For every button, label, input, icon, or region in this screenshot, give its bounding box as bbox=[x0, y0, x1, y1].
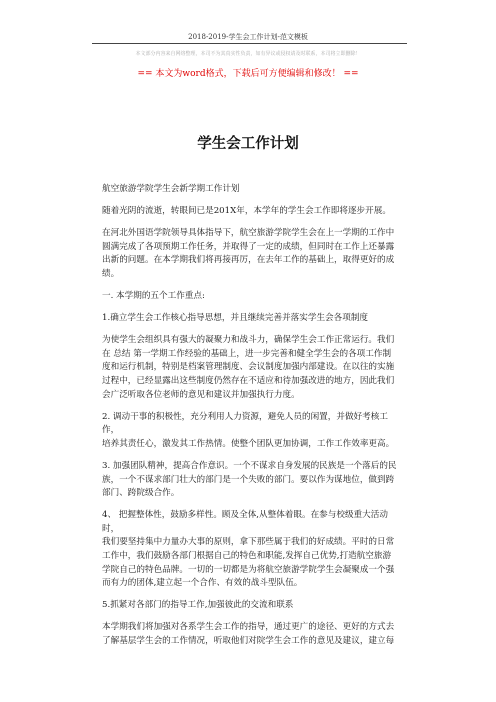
page-header-title: 2018-2019-学生会工作计划-范文模板 bbox=[188, 33, 308, 41]
header-divider bbox=[92, 43, 407, 44]
paragraph: 本学期我们将加强对各系学生会工作的指导，通过更广的途径、更好的方式去 了解基层学生会的工作情况，听取他们对院学生会工作的意见及建议，建立每 bbox=[102, 622, 395, 647]
paragraph: 3. 加强团队精神，提高合作意识。一个不谋求自身发展的民族是一个落后的民 族，一个不谋求部门壮大的部门是一个失败的部门。要以作为谋地位，做到跨 部门、跨院级合作。 bbox=[102, 461, 397, 499]
paragraph: 2. 调动干事的积极性，充分利用人力资源，避免人员的闲置，并做好考核工作， 培养其责任心，激发其工作热情。使整个团队更加协调，工作工作效率更高。 bbox=[102, 411, 395, 449]
document-title: 学生会工作计划 bbox=[197, 135, 299, 152]
document-body bbox=[102, 183, 404, 657]
paragraph-heading: 航空旅游学院学生会新学期工作计划 bbox=[102, 184, 240, 194]
item-heading: 5.抓紧对各部门的指导工作,加强彼此的交流和联系 bbox=[102, 600, 294, 611]
copyright-disclaimer: 本文部分内容来自网络整理，本司不为其真实性负责，如有异议或侵权请及时联系，本司将立即删除！ bbox=[135, 51, 361, 57]
paragraph: 为使学生会组织具有强大的凝聚力和战斗力，确保学生会工作正常运行。我们 在 总结 第一学期工作经验的基础上，进一步完善和健全学生会的各项工作制 度和运行机制，特别是档案管理制度、会议制度加强内部建设。在以往的实施 过程中，已经显露出这些制度仍然存在不适应和待加强改进的地方，因此我们 会广泛听取各位老师的意见和建议并加强执行力度。 bbox=[102, 335, 395, 400]
paragraph: 4、 把握整体性，鼓励多样性。顾及全体,从整体着眼。在参与校级重大活动时， 我们要坚持集中力量办大事的原则，拿下那些属于我们的好成绩。平时的日常 工作中，我们鼓励各部门根据自己的特色和职能,发挥自己优势,打造航空旅游 学院自己的特色品牌。一切的一切都是为将航空旅游学院学生会凝聚成一个强 而有力的团体,建立起一个合作、有效的战斗型队伍。 bbox=[102, 510, 395, 589]
item-heading: 1.确立学生会工作核心指导思想，并且继续完善并落实学生会各项制度 bbox=[102, 313, 369, 324]
paragraph: 在河北外国语学院领导具体指导下，航空旅游学院学生会在上一学期的工作中 圆满完成了各项预期工作任务，并取得了一定的成绩，但同时在工作上还暴露 出新的问题。在本学期我们将再接再厉，在去年工作的基础上，取得更好的成 绩。 bbox=[102, 228, 395, 279]
word-format-banner: == 本文为word格式，下载后可方便编辑和修改！ == bbox=[137, 69, 359, 79]
paragraph: 随着光阴的流逝，转眼间已是201X年，本学年的学生会工作即将逐步开展。 bbox=[102, 206, 391, 217]
section-heading: 一. 本学期的五个工作重点: bbox=[102, 291, 205, 302]
